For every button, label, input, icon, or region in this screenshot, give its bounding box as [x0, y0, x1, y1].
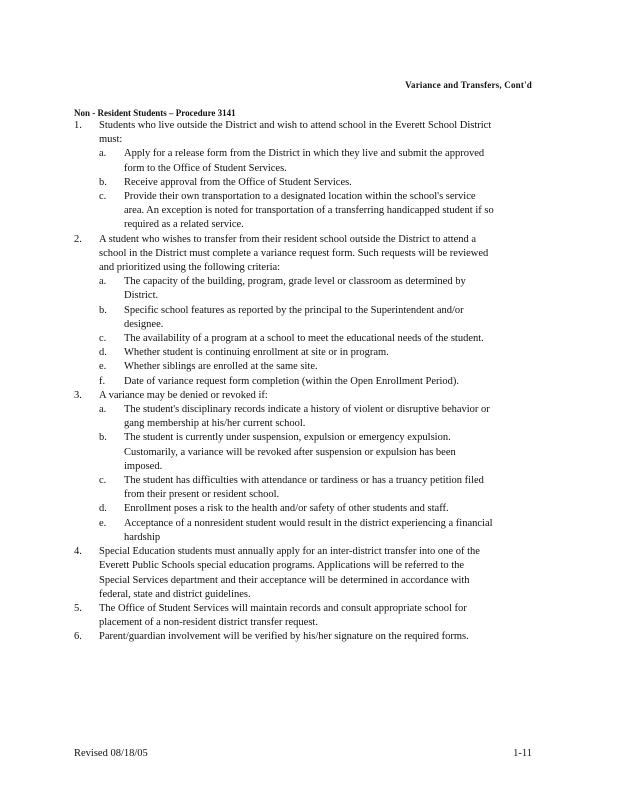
- sub-item: [99, 332, 494, 346]
- sub-item-text: Date of variance request form completion (within the Open Enrollment Period).: [124, 375, 460, 387]
- item-number: 2.: [74, 233, 82, 245]
- item-number: 1.: [74, 120, 82, 131]
- item-text: Parent/guardian involvement will be verified by his/her signature on the required forms.: [99, 631, 469, 643]
- running-header: Variance and Transfers, Cont'd: [405, 80, 532, 90]
- item-text: Special Education students must annually apply for an inter-district transfer into one of the Everett Public Schools special education programs. Applications will be referred to the Special Services department and their acceptance will be determined in accordance with federal, state and district guidelines.: [99, 546, 480, 600]
- sub-item-label: e.: [99, 361, 107, 373]
- sub-item-text: The capacity of the building, program, grade level or classroom as determined by District.: [124, 276, 466, 302]
- sub-item: [99, 403, 494, 431]
- sub-item-label: b.: [99, 176, 107, 188]
- section-title: Non - Resident Students – Procedure 3141: [74, 108, 236, 118]
- sub-item: [99, 190, 494, 233]
- sub-item-text: Whether student is continuing enrollment at site or in program.: [124, 347, 389, 359]
- item-number: 4.: [74, 546, 82, 558]
- sub-item-text: Enrollment poses a risk to the health and/or safety of other students and staff.: [124, 503, 449, 515]
- item-body: [99, 233, 494, 389]
- sub-item: [99, 304, 494, 332]
- sub-item: [99, 502, 494, 516]
- list-item: [74, 119, 494, 233]
- item-number: 5.: [74, 602, 82, 614]
- sub-item-label: a.: [99, 404, 107, 416]
- item-body: [99, 630, 494, 644]
- sub-item-text: The availability of a program at a school to meet the educational needs of the student.: [124, 333, 484, 345]
- sub-item-label: c.: [99, 475, 107, 487]
- item-text: A student who wishes to transfer from their resident school outside the District to attend a school in the District must complete a variance request form. Such requests will be reviewed and prioritized using the following criteria:: [99, 233, 489, 274]
- sub-item-text: The student's disciplinary records indicate a history of violent or disruptive behavior or gang membership at his/her current school.: [124, 404, 490, 430]
- procedure-list: [74, 119, 494, 645]
- item-text: The Office of Student Services will maintain records and consult appropriate school for placement of a non-resident district transfer request.: [99, 602, 467, 629]
- sub-item: [99, 375, 494, 389]
- item-text: Students who live outside the District and wish to attend school in the Everett School District must:: [99, 120, 492, 146]
- page-number: 1-11: [513, 748, 532, 759]
- item-number: 3.: [74, 389, 82, 401]
- list-item: [74, 630, 494, 644]
- list-item: [74, 233, 494, 389]
- sub-item: [99, 517, 494, 545]
- sub-item-text: Specific school features as reported by the principal to the Superintendent and/or designee.: [124, 304, 464, 330]
- sub-item-text: Receive approval from the Office of Student Services.: [124, 176, 352, 188]
- item-number: 6.: [74, 631, 82, 643]
- sub-item: [99, 474, 494, 502]
- sub-item-text: Apply for a release form from the District in which they live and submit the approved form to the Office of Student Services.: [124, 148, 485, 174]
- sub-item-label: a.: [99, 276, 107, 288]
- list-item: [74, 545, 494, 602]
- sub-item: [99, 431, 494, 474]
- item-body: [99, 119, 494, 233]
- sub-item-label: e.: [99, 517, 107, 529]
- sub-item-text: Acceptance of a nonresident student would result in the district experiencing a financial hardship: [124, 517, 493, 543]
- sub-item-label: b.: [99, 432, 107, 444]
- sub-item-text: The student is currently under suspension, expulsion or emergency expulsion. Customarily, a variance will be revoked after suspension or expulsion has been imposed.: [124, 432, 456, 472]
- sub-item-text: Whether siblings are enrolled at the same site.: [124, 361, 318, 373]
- sub-item-label: d.: [99, 503, 107, 515]
- sub-item: [99, 147, 494, 175]
- item-body: [99, 602, 494, 630]
- sub-item-text: The student has difficulties with attendance or tardiness or has a truancy petition filed from their present or resident school.: [124, 475, 484, 501]
- list-item: [74, 389, 494, 545]
- sub-item: [99, 346, 494, 360]
- sub-item-label: f.: [99, 375, 106, 387]
- sub-item-text: Provide their own transportation to a designated location within the school's service area. An exception is noted for transportation of a transferring handicapped student if so required as a related service.: [124, 191, 494, 231]
- item-body: [99, 545, 494, 602]
- sub-item-label: c.: [99, 191, 107, 203]
- revision-date: Revised 08/18/05: [74, 748, 148, 759]
- sub-item-label: b.: [99, 304, 107, 316]
- sub-item-label: a.: [99, 148, 107, 160]
- sub-item: [99, 176, 494, 190]
- sub-item: [99, 275, 494, 303]
- item-text: A variance may be denied or revoked if:: [99, 389, 268, 401]
- sub-item-label: c.: [99, 333, 107, 345]
- sub-item: [99, 360, 494, 374]
- item-body: [99, 389, 494, 545]
- sub-item-label: d.: [99, 347, 107, 359]
- list-item: [74, 602, 494, 630]
